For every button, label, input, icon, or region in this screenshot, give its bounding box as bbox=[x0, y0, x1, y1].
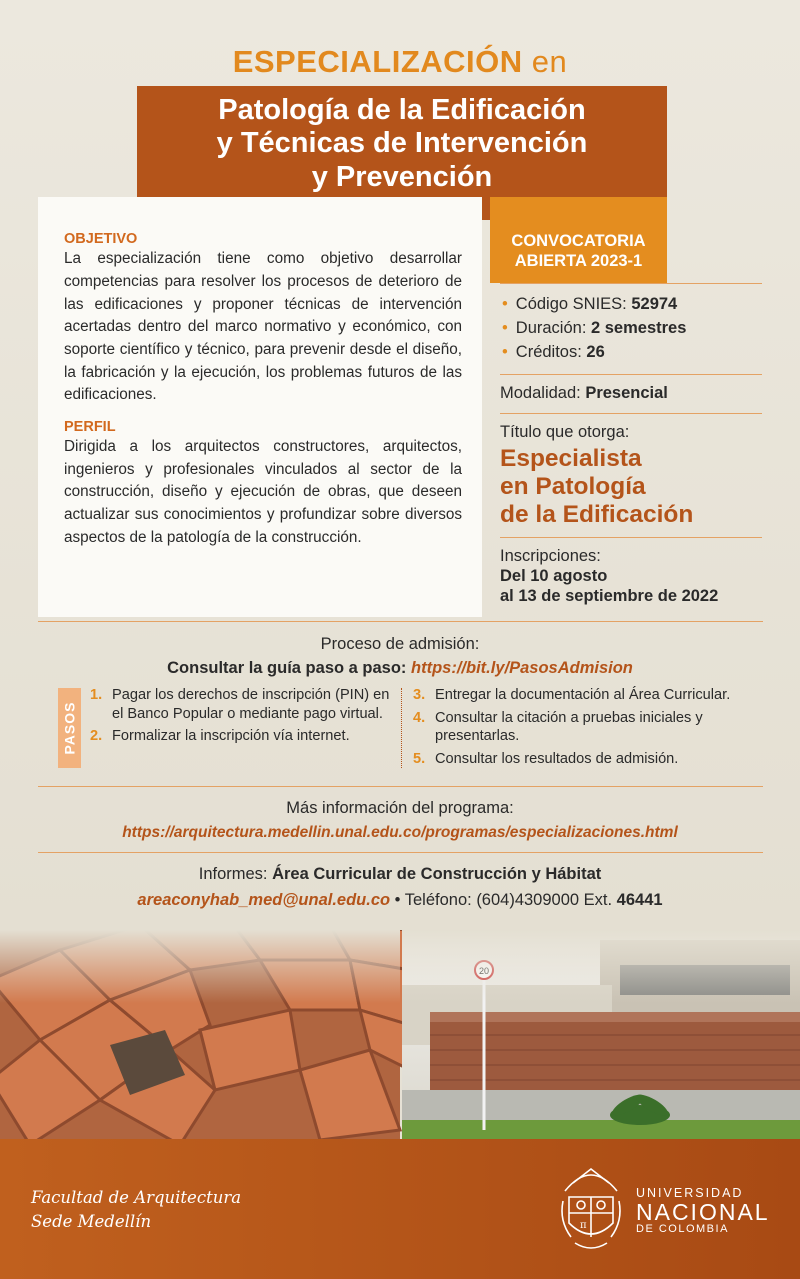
perfil-heading: PERFIL bbox=[64, 418, 116, 435]
titulo-name: Especialista en Patología de la Edificación bbox=[500, 445, 694, 528]
inscripciones: Inscripciones: Del 10 agosto al 13 de septiembre de 2022 bbox=[500, 546, 719, 606]
program-details bbox=[500, 283, 762, 615]
objetivo-heading: OBJETIVO bbox=[64, 231, 138, 247]
email-link[interactable]: areaconyhab_med@unal.edu.co bbox=[137, 890, 391, 909]
brick-wall-photo bbox=[402, 930, 800, 1139]
detail-creditos: • Créditos: 26 bbox=[502, 340, 762, 364]
steps-left bbox=[90, 686, 395, 750]
steps-divider bbox=[401, 688, 402, 768]
pasos-tag: PASOS bbox=[58, 688, 81, 768]
photo-strip bbox=[0, 930, 800, 1139]
detail-snies: • Código SNIES: 52974 bbox=[502, 292, 762, 316]
step-item: 5. Consultar los resultados de admisión. bbox=[413, 751, 679, 768]
description-panel bbox=[38, 197, 482, 617]
titulo-otorgado: Título que otorga: Especialista en Patología de la Edificación bbox=[500, 414, 762, 537]
detail-duracion: • Duración: 2 semestres bbox=[502, 316, 762, 340]
step-item: 3. Entregar la documentación al Área Curricular. bbox=[413, 687, 731, 703]
step-item: 4. Consultar la citación a pruebas iniciales y presentarlas. bbox=[413, 709, 703, 745]
program-type-heading: ESPECIALIZACIÓN en bbox=[232, 44, 568, 79]
steps-right bbox=[413, 686, 773, 773]
program-link[interactable]: https://arquitectura.medellin.unal.edu.co/programas/especializaciones.html bbox=[122, 823, 678, 841]
contact-info: Informes: Área Curricular de Construcción y Hábitat areaconyhab_med@unal.edu.co • Teléfono: (604)4309000 Ext. 46441 bbox=[137, 865, 663, 909]
details-list bbox=[500, 284, 762, 374]
objetivo-text: La especialización tiene como objetivo desarrollar competencias para resolver los procesos de deterioro de las edificaciones y proponer técnicas de intervención acertadas dentro del marco normativo y económico, con soporte científico y técnico, para prevenir desde el diseño, la fabricación y la ejecución, los problemas futuros de las edificaciones. bbox=[64, 250, 462, 404]
program-title-line: y Técnicas de Intervención bbox=[216, 127, 588, 160]
convocatoria-badge: CONVOCATORIA ABIERTA 2023-1 bbox=[490, 197, 667, 283]
program-title-line: y Prevención bbox=[311, 160, 493, 193]
divider bbox=[38, 852, 763, 853]
admission-section: Proceso de admisión: Consultar la guía paso a paso: https://bit.ly/PasosAdmision bbox=[0, 632, 800, 680]
divider bbox=[38, 621, 763, 622]
step-item: 2. Formalizar la inscripción vía internet. bbox=[90, 728, 350, 745]
admission-title: Proceso de admisión: bbox=[320, 635, 480, 653]
svg-text:π: π bbox=[580, 1220, 587, 1231]
divider bbox=[38, 786, 763, 787]
university-logo-text: UNIVERSIDAD NACIONAL DE COLOMBIA bbox=[636, 1186, 770, 1236]
more-info: Más información del programa: https://arquitectura.medellin.unal.edu.co/programas/especializaciones.html bbox=[0, 796, 800, 844]
step-item: 1. Pagar los derechos de inscripción (PIN) en el Banco Popular o mediante pago virtual. bbox=[90, 687, 390, 722]
cracked-tiles-photo bbox=[0, 930, 410, 1139]
university-emblem-icon bbox=[555, 1161, 627, 1257]
faculty-name: Facultad de Arquitectura Sede Medellín bbox=[31, 1188, 242, 1231]
modalidad: Modalidad: Presencial bbox=[500, 384, 668, 403]
guide-link[interactable]: https://bit.ly/PasosAdmision bbox=[411, 659, 633, 678]
footer bbox=[0, 1139, 800, 1279]
perfil-text: Dirigida a los arquitectos constructores, arquitectos, ingenieros y profesionales vinculados al sector de la construcción, diseño y ejecución de obras, que deseen actualizar sus conocimientos y profundizar sobre diversos aspectos de la patología de la construcción. bbox=[64, 438, 462, 546]
program-title-line: Patología de la Edificación bbox=[218, 94, 586, 126]
